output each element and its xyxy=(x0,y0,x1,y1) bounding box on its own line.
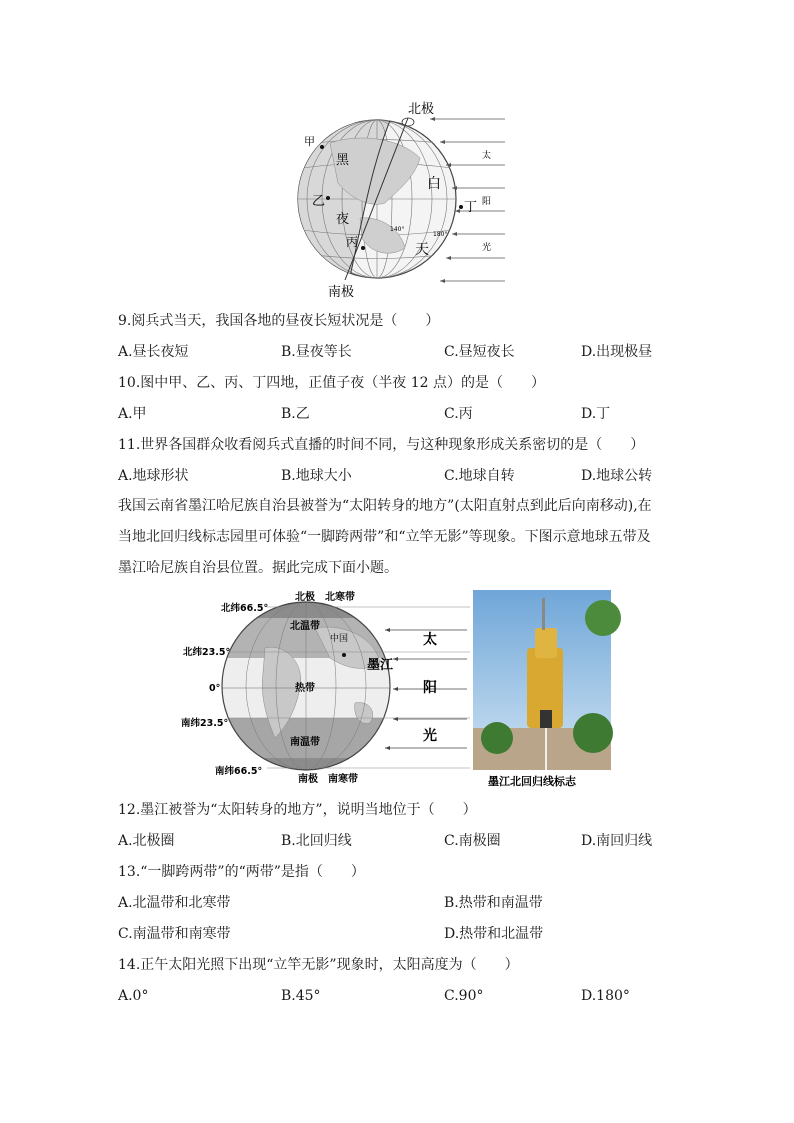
hei-label: 黑 xyxy=(336,153,350,168)
q13-option-b[interactable]: B.热带和南温带 xyxy=(444,895,543,911)
point-jia-label: 甲 xyxy=(304,135,315,148)
lat-s235-label: 南纬23.5° xyxy=(181,718,229,729)
q11-option-d[interactable]: D.地球公转 xyxy=(581,468,653,484)
lat-s665-label: 南纬66.5° xyxy=(215,766,263,777)
north-pole-label: 北极 xyxy=(408,102,435,117)
mojiang-monument-photo xyxy=(473,590,621,770)
q13-option-d[interactable]: D.热带和北温带 xyxy=(444,926,544,942)
bai-label: 白 xyxy=(427,176,441,192)
question-10-stem: 10.图中甲、乙、丙、丁四地，正值子夜（半夜 12 点）的是（ ） xyxy=(118,375,545,391)
sun-yang-label: 阳 xyxy=(482,197,492,207)
q9-option-d[interactable]: D.出现极昼 xyxy=(581,344,653,360)
sun-yang-label: 阳 xyxy=(423,680,437,696)
q10-option-b[interactable]: B.乙 xyxy=(281,406,310,422)
question-12-stem: 12.墨江被誉为“太阳转身的地方”，说明当地位于（ ） xyxy=(118,802,477,818)
lon-180-label: 180° xyxy=(433,231,448,238)
south-pole-label: 南极 xyxy=(328,285,355,300)
sun-tai-label: 太 xyxy=(482,151,492,161)
q13-option-c[interactable]: C.南温带和南寒带 xyxy=(118,926,231,942)
q14-option-c[interactable]: C.90° xyxy=(444,988,484,1004)
sun-tai-label: 太 xyxy=(423,632,437,648)
q11-option-c[interactable]: C.地球自转 xyxy=(444,468,515,484)
lat-n235-label: 北纬23.5° xyxy=(183,647,231,658)
five-zones-figure xyxy=(181,588,615,790)
q13-option-a[interactable]: A.北温带和北寒带 xyxy=(118,895,231,911)
china-label: 中国 xyxy=(330,634,349,644)
q12-option-a[interactable]: A.北极圈 xyxy=(118,833,175,849)
q9-option-c[interactable]: C.昼短夜长 xyxy=(444,344,515,360)
sun-guang-label: 光 xyxy=(482,243,492,253)
passage-line: 我国云南省墨江哈尼族自治县被誉为“太阳转身的地方”(太阳直射点到此后向南移动),在 xyxy=(118,498,652,514)
q12-option-c[interactable]: C.南极圈 xyxy=(444,833,501,849)
south-temperate-label: 南温带 xyxy=(290,737,320,748)
north-pole-label: 北极 xyxy=(295,592,315,603)
q11-option-b[interactable]: B.地球大小 xyxy=(281,468,352,484)
q14-option-a[interactable]: A.0° xyxy=(118,988,149,1004)
sun-guang-label: 光 xyxy=(423,728,437,744)
q12-option-b[interactable]: B.北回归线 xyxy=(281,833,352,849)
day-night-globe-figure xyxy=(290,98,512,298)
passage-line: 当地北回归线标志园里可体验“一脚跨两带”和“立竿无影”等现象。下图示意地球五带及 xyxy=(118,529,651,545)
lat-n665-label: 北纬66.5° xyxy=(221,603,269,614)
question-9-stem: 9.阅兵式当天，我国各地的昼夜长短状况是（ ） xyxy=(118,313,440,329)
q14-option-d[interactable]: D.180° xyxy=(581,988,630,1004)
q10-option-d[interactable]: D.丁 xyxy=(581,406,611,422)
north-frigid-label: 北寒带 xyxy=(325,592,355,603)
reading-passage xyxy=(118,491,688,584)
lon-140-label: 140° xyxy=(390,226,405,233)
photo-caption: 墨江北回归线标志 xyxy=(488,775,576,788)
point-ding-label: 丁 xyxy=(464,200,478,215)
question-11-stem: 11.世界各国群众收看阅兵式直播的时间不同，与这种现象形成关系密切的是（ ） xyxy=(118,437,645,453)
q14-option-b[interactable]: B.45° xyxy=(281,988,321,1004)
point-yi-label: 乙 xyxy=(312,194,326,209)
south-pole-label: 南极 xyxy=(298,774,318,785)
south-frigid-label: 南寒带 xyxy=(328,774,358,785)
north-temperate-label: 北温带 xyxy=(290,621,320,632)
q10-option-a[interactable]: A.甲 xyxy=(118,406,147,422)
q12-option-d[interactable]: D.南回归线 xyxy=(581,833,653,849)
question-14-stem: 14.正午太阳光照下出现“立竿无影”现象时，太阳高度为（ ） xyxy=(118,957,519,973)
q10-option-c[interactable]: C.丙 xyxy=(444,406,473,422)
q11-option-a[interactable]: A.地球形状 xyxy=(118,468,189,484)
point-bing-label: 丙 xyxy=(346,235,359,249)
q9-option-b[interactable]: B.昼夜等长 xyxy=(281,344,352,360)
passage-line: 墨江哈尼族自治县位置。据此完成下面小题。 xyxy=(118,560,398,576)
tian-label: 天 xyxy=(415,242,429,258)
q9-option-a[interactable]: A.昼长夜短 xyxy=(118,344,189,360)
lat-zero-label: 0° xyxy=(209,683,221,694)
mojiang-label: 墨江 xyxy=(367,658,394,673)
ye-label: 夜 xyxy=(336,212,350,227)
tropical-label: 热带 xyxy=(295,683,315,694)
question-13-stem: 13.“一脚跨两带”的“两带”是指（ ） xyxy=(118,864,365,880)
